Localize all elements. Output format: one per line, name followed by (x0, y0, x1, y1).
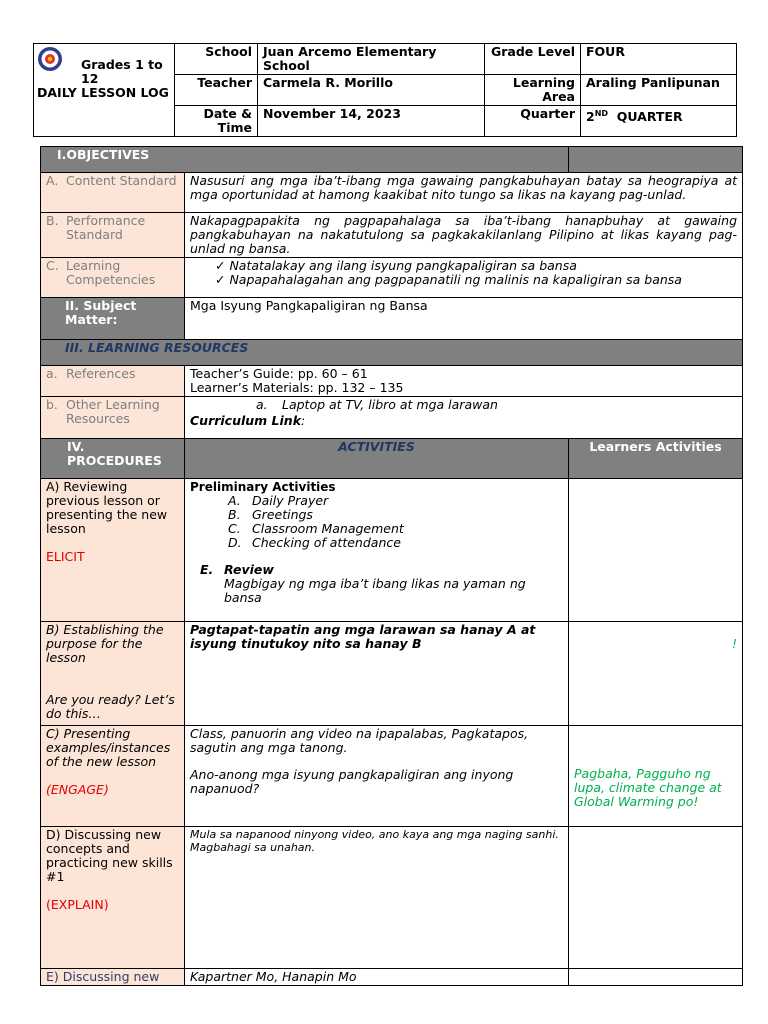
procedures-label: IV. PROCEDURES (41, 439, 185, 479)
procedure-c-learners: Pagbaha, Pagguho ng lupa, climate change at Global Warming po! (569, 726, 743, 827)
procedure-c-activity: Class, panuorin ang video na ipapalabas, Pagkatapos, sagutin ang mga tanong. Ano-anong mga isyung pangkapaligiran ang inyong napanuod? (185, 726, 569, 827)
log-title: DAILY LESSON LOG (37, 85, 169, 100)
teacher-value: Carmela R. Morillo (258, 75, 485, 106)
performance-standard-label: B. Performance Standard (41, 213, 185, 258)
procedure-e-learners (569, 969, 743, 986)
learning-competencies-list (185, 258, 743, 298)
procedure-d-activity: Mula sa napanood ninyong video, ano kaya ang mga naging sanhi. Magbahagi sa unahan. (185, 827, 569, 969)
date-value: November 14, 2023 (258, 106, 485, 137)
grade-value: FOUR (581, 44, 737, 75)
procedure-b-activity: Pagtapat-tapatin ang mga larawan sa hanay A at isyung tinutukoy nito sa hanay B (185, 622, 569, 726)
grade-label: Grade Level (485, 44, 581, 75)
header-table (33, 43, 737, 137)
teacher-label: Teacher (175, 75, 258, 106)
other-resources-label: b. Other Learning Resources (41, 397, 185, 439)
objectives-title: I.OBJECTIVES (41, 147, 569, 173)
content-standard-text: Nasusuri ang mga iba’t-ibang mga gawaing pangkabuhayan batay sa heograpiya at mga oportunidad at hamong kaakibat nito tungo sa likas na kayang pag-unlad. (185, 173, 743, 213)
check-icon: ✓ (215, 272, 230, 287)
lesson-table (40, 146, 743, 986)
quarter-value: 2ND QUARTER (581, 106, 737, 137)
list-item: ✓ Natatalakay ang ilang isyung pangkapaligiran sa bansa (215, 258, 577, 273)
learners-activities-header: Learners Activities (569, 439, 743, 479)
area-value: Araling Panlipunan (581, 75, 737, 106)
learning-competencies-label: C. Learning Competencies (41, 258, 185, 298)
performance-standard-text: Nakapagpapakita ng pagpapahalaga sa iba’t-ibang hanapbuhay at gawaing pangkabuhayan na nakatutulong sa pagkakakilanlang Pilipino at likas kayang pag-unlad ng bansa. (185, 213, 743, 258)
procedure-b-label: B) Establishing the purpose for the lesson Are you ready? Let’s do this… (41, 622, 185, 726)
procedure-c-label: C) Presenting examples/instances of the new lesson (ENGAGE) (41, 726, 185, 827)
other-resources-value: a. Laptop at TV, libro at mga larawan Curriculum Link: (185, 397, 743, 439)
references-value: Teacher’s Guide: pp. 60 – 61 Learner’s Materials: pp. 132 – 135 (185, 366, 743, 397)
quarter-label: Quarter (485, 106, 581, 137)
procedure-a-label: A) Reviewing previous lesson or presenting the new lesson ELICIT (41, 479, 185, 622)
date-label: Date & Time (175, 106, 258, 137)
procedure-e-label: E) Discussing new (41, 969, 185, 986)
school-label: School (175, 44, 258, 75)
check-icon: ✓ (215, 258, 230, 273)
procedure-d-label: D) Discussing new concepts and practicing new skills #1 (EXPLAIN) (41, 827, 185, 969)
school-value: Juan Arcemo Elementary School (258, 44, 485, 75)
logo-cell (34, 44, 175, 137)
procedure-a-learners (569, 479, 743, 622)
procedure-b-learners: ! (569, 622, 743, 726)
content-standard-label: A. Content Standard (41, 173, 185, 213)
grades-label: Grades 1 to 12 (81, 57, 163, 86)
learning-resources-title: III. LEARNING RESOURCES (41, 340, 743, 366)
deped-seal-icon (37, 46, 63, 72)
area-label: Learning Area (485, 75, 581, 106)
curriculum-link-label: Curriculum Link (190, 413, 302, 428)
activities-header: ACTIVITIES (185, 439, 569, 479)
list-item: ✓ Napapahalagahan ang pagpapanatili ng malinis na kapaligiran sa bansa (215, 272, 682, 287)
procedure-a-activity: Preliminary Activities A. Daily Prayer B. Greetings C. Classroom Management D. Checking of attendance E. Review Magbigay ng mga iba’t ibang likas na yaman ng bansa (185, 479, 569, 622)
references-label: a. References (41, 366, 185, 397)
procedure-d-learners (569, 827, 743, 969)
subject-matter-value: Mga Isyung Pangkapaligiran ng Bansa (185, 298, 743, 340)
subject-matter-label: II. Subject Matter: (41, 298, 185, 340)
objectives-title-blank (569, 147, 743, 173)
procedure-e-activity: Kapartner Mo, Hanapin Mo (185, 969, 569, 986)
